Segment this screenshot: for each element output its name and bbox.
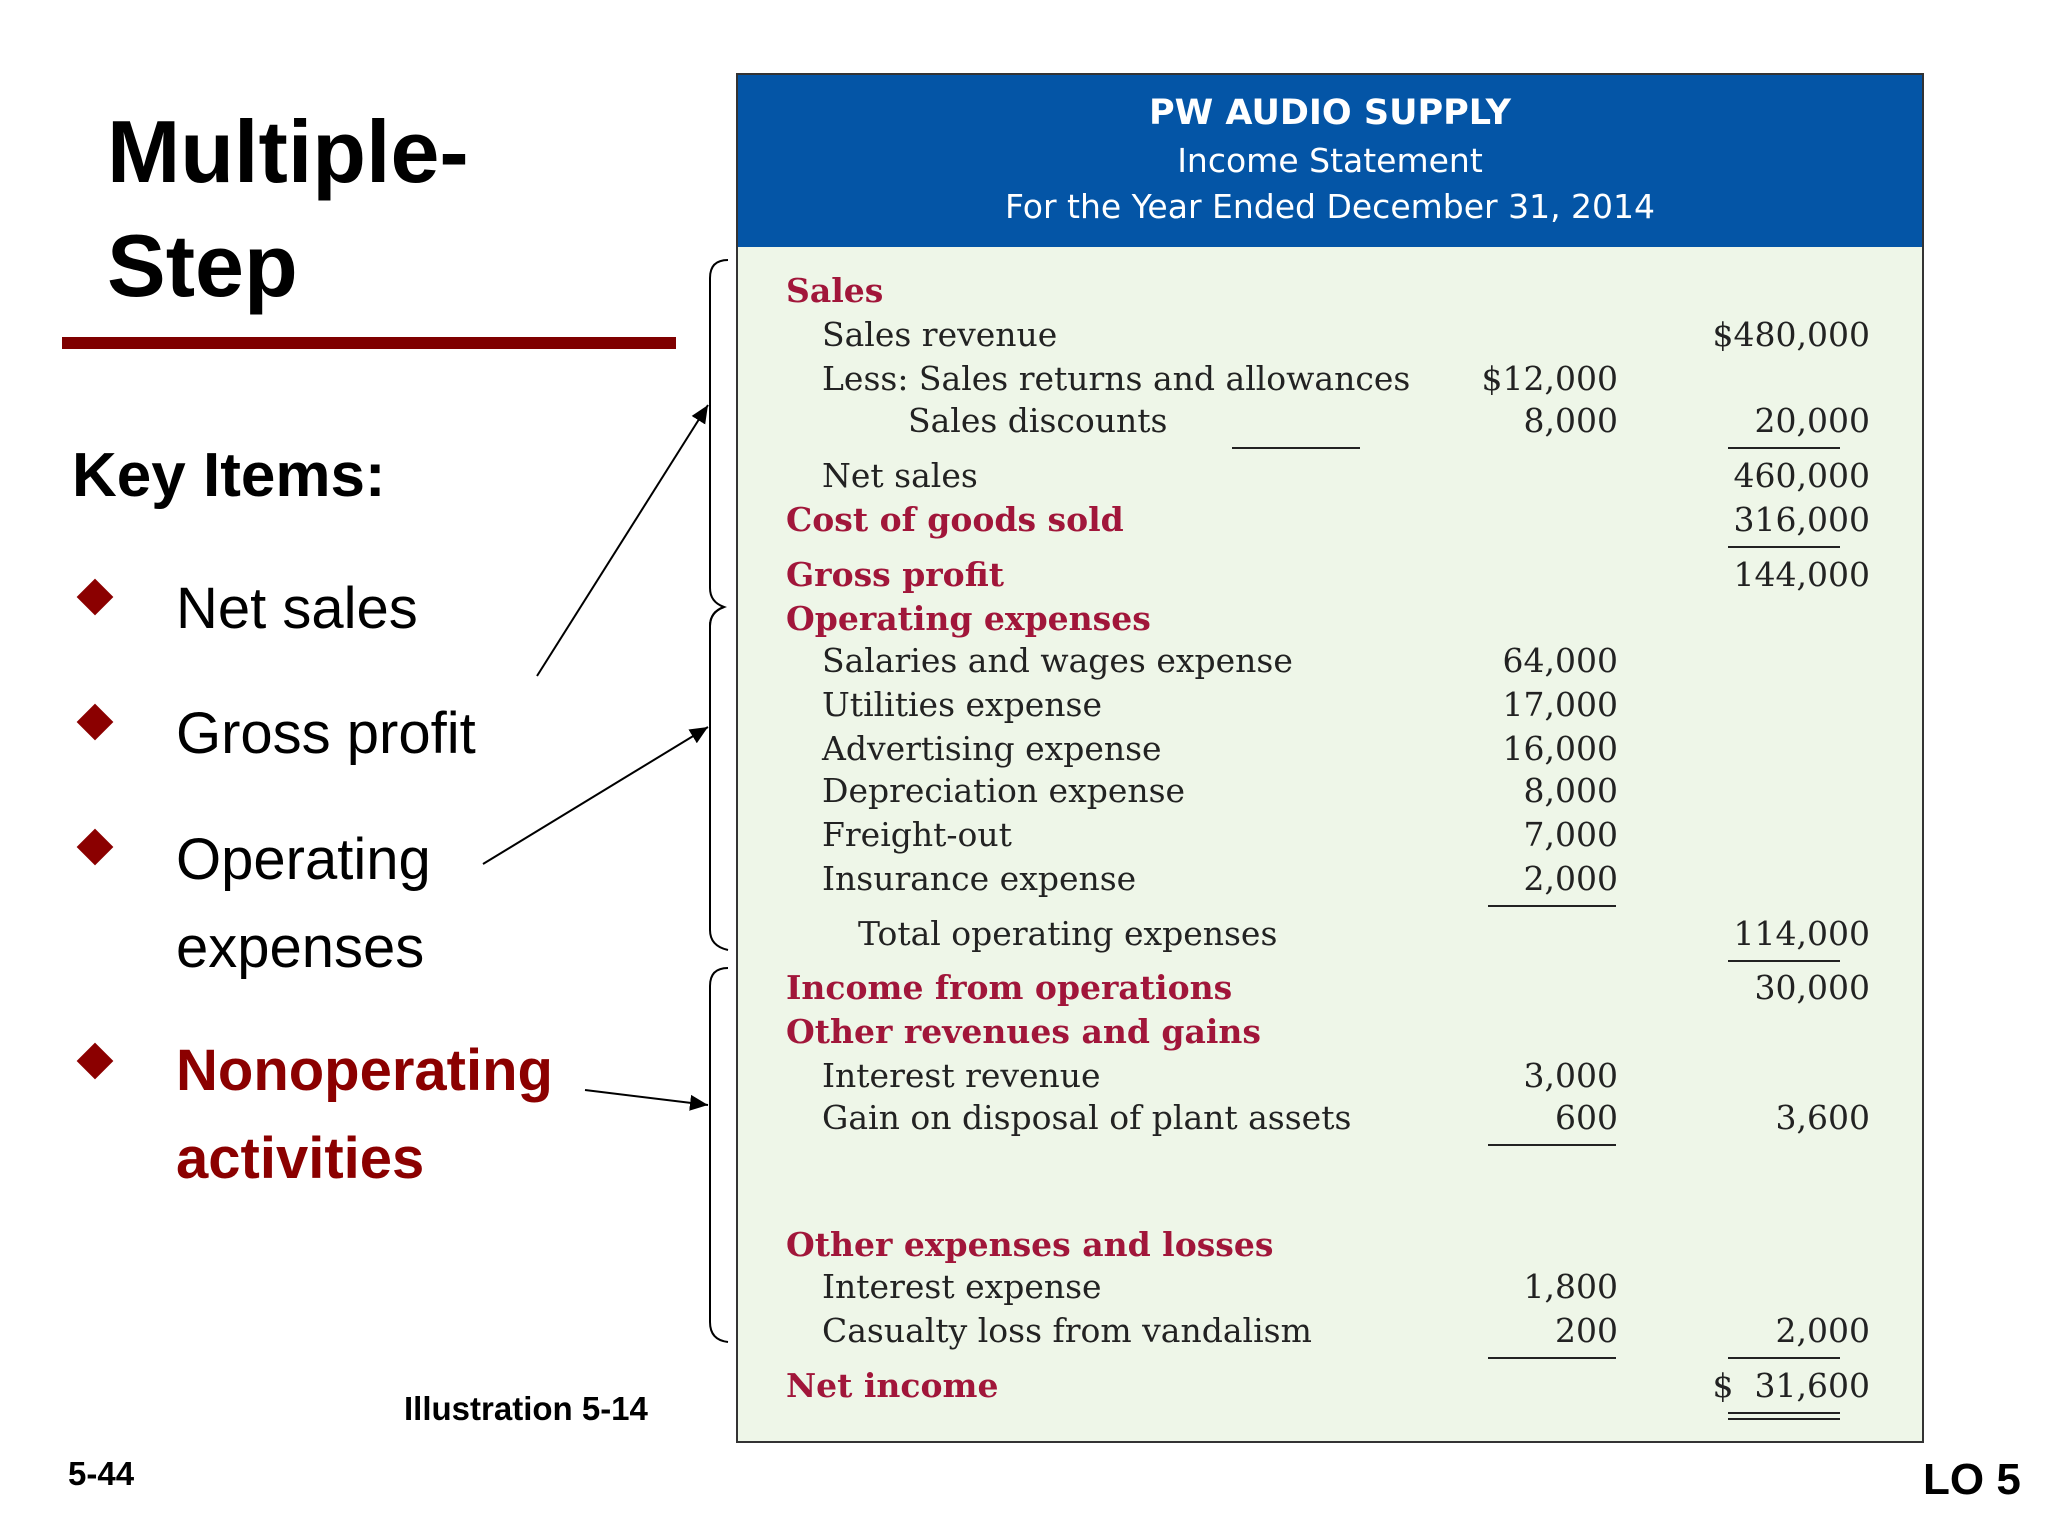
double-rule <box>1728 1418 1840 1420</box>
key-item-line: expenses <box>176 915 425 980</box>
row-label: Salaries and wages expense <box>822 641 1293 680</box>
row-label: Sales revenue <box>822 315 1058 354</box>
bracket-sales-section <box>710 260 728 626</box>
row-amount-outer: 2,000 <box>1775 1311 1870 1350</box>
row-amount-outer: 3,600 <box>1775 1098 1870 1137</box>
row-amount-inner: 2,000 <box>1523 859 1618 898</box>
row-label: Interest revenue <box>822 1056 1101 1095</box>
key-item-net-sales: Net sales <box>176 576 418 641</box>
row-label: Insurance expense <box>822 859 1137 898</box>
row-label: Gain on disposal of plant assets <box>822 1098 1352 1137</box>
row-label: Advertising expense <box>822 729 1162 768</box>
row-amount-inner: 8,000 <box>1523 771 1618 810</box>
key-items-heading: Key Items: <box>72 441 386 510</box>
row-amount-inner: 17,000 <box>1502 685 1618 724</box>
subtotal-rule <box>1728 960 1840 962</box>
row-label: Gross profit <box>786 555 1004 594</box>
income-statement-panel <box>736 73 1924 1443</box>
statement-row <box>738 1056 1922 1100</box>
key-item-gross-profit: Gross profit <box>176 701 476 766</box>
row-amount-outer: 316,000 <box>1733 500 1870 539</box>
row-label: Net income <box>786 1366 999 1405</box>
bracket-nonoperating-section <box>710 968 728 1342</box>
key-item-line: Nonoperating <box>176 1038 553 1103</box>
statement-row <box>738 859 1922 903</box>
learning-objective-label: LO 5 <box>1923 1455 2021 1504</box>
statement-row <box>738 555 1922 599</box>
statement-row <box>738 641 1922 685</box>
statement-row <box>738 315 1922 359</box>
row-amount-inner: 3,000 <box>1523 1056 1618 1095</box>
statement-row <box>738 401 1922 445</box>
statement-row <box>738 1012 1922 1056</box>
net-income-amount: $ 31,600 <box>1712 1366 1870 1405</box>
row-amount-outer: 30,000 <box>1754 968 1870 1007</box>
double-rule <box>1728 1412 1840 1414</box>
bracket-operating-section <box>710 607 728 950</box>
title-line-2: Step <box>107 216 298 315</box>
subtotal-rule <box>1488 1144 1616 1146</box>
row-label: Other revenues and gains <box>786 1012 1261 1051</box>
subtotal-rule <box>1488 1357 1616 1359</box>
row-amount-inner: 200 <box>1555 1311 1618 1350</box>
statement-name: Income Statement <box>1177 141 1483 180</box>
row-label: Casualty loss from vandalism <box>822 1311 1312 1350</box>
key-item-line: activities <box>176 1126 425 1191</box>
row-label: Interest expense <box>822 1267 1102 1306</box>
arrow-net-sales <box>537 405 708 676</box>
title-line-1: Multiple- <box>107 102 469 201</box>
page-number: 5-44 <box>68 1455 135 1492</box>
subtotal-rule <box>1728 546 1840 548</box>
row-amount-inner: 600 <box>1555 1098 1618 1137</box>
statement-row <box>738 1267 1922 1311</box>
row-amount-outer: 20,000 <box>1754 401 1870 440</box>
row-amount-inner: 8,000 <box>1523 401 1618 440</box>
row-amount-outer: 460,000 <box>1733 456 1870 495</box>
statement-row <box>738 968 1922 1012</box>
statement-row <box>738 729 1922 773</box>
company-name: PW AUDIO SUPPLY <box>1148 93 1511 133</box>
row-label: Freight-out <box>822 815 1012 854</box>
row-amount-inner: 16,000 <box>1502 729 1618 768</box>
statement-row <box>738 1225 1922 1269</box>
statement-row <box>738 815 1922 859</box>
subtotal-rule <box>1728 447 1840 449</box>
row-amount-inner: 64,000 <box>1502 641 1618 680</box>
statement-row <box>738 1366 1922 1410</box>
row-label: Utilities expense <box>822 685 1103 724</box>
row-label: Operating expenses <box>786 599 1151 638</box>
row-label: Cost of goods sold <box>786 500 1124 539</box>
statement-row <box>738 599 1922 643</box>
row-label: Net sales <box>822 456 978 495</box>
key-item-line: Operating <box>176 827 431 892</box>
row-amount-inner: 7,000 <box>1523 815 1618 854</box>
statement-header <box>738 75 1922 247</box>
row-amount-outer: 114,000 <box>1733 914 1870 953</box>
statement-row <box>738 1311 1922 1355</box>
statement-row <box>738 914 1922 958</box>
row-label: Sales discounts <box>908 401 1168 440</box>
illustration-caption: Illustration 5-14 <box>404 1390 648 1427</box>
statement-row <box>738 359 1922 403</box>
statement-row <box>738 456 1922 500</box>
statement-period: For the Year Ended December 31, 2014 <box>1004 187 1656 226</box>
row-label: Total operating expenses <box>858 914 1278 953</box>
row-amount-outer: 144,000 <box>1733 555 1870 594</box>
arrow-operating-expenses <box>483 727 708 864</box>
statement-row <box>738 500 1922 544</box>
row-amount-outer: $480,000 <box>1712 315 1870 354</box>
statement-row <box>738 271 1922 315</box>
row-label: Sales <box>786 271 884 310</box>
row-label: Less: Sales returns and allowances <box>822 359 1411 398</box>
row-amount-inner: 1,800 <box>1523 1267 1618 1306</box>
arrow-nonoperating <box>585 1090 708 1105</box>
statement-row <box>738 685 1922 729</box>
subtotal-rule <box>1728 1357 1840 1359</box>
statement-row <box>738 771 1922 815</box>
row-amount-inner: $12,000 <box>1481 359 1618 398</box>
subtotal-rule <box>1488 905 1616 907</box>
subtotal-rule <box>1232 447 1360 449</box>
statement-row <box>738 1098 1922 1142</box>
row-label: Income from operations <box>786 968 1233 1007</box>
row-label: Depreciation expense <box>822 771 1186 810</box>
row-label: Other expenses and losses <box>786 1225 1274 1264</box>
